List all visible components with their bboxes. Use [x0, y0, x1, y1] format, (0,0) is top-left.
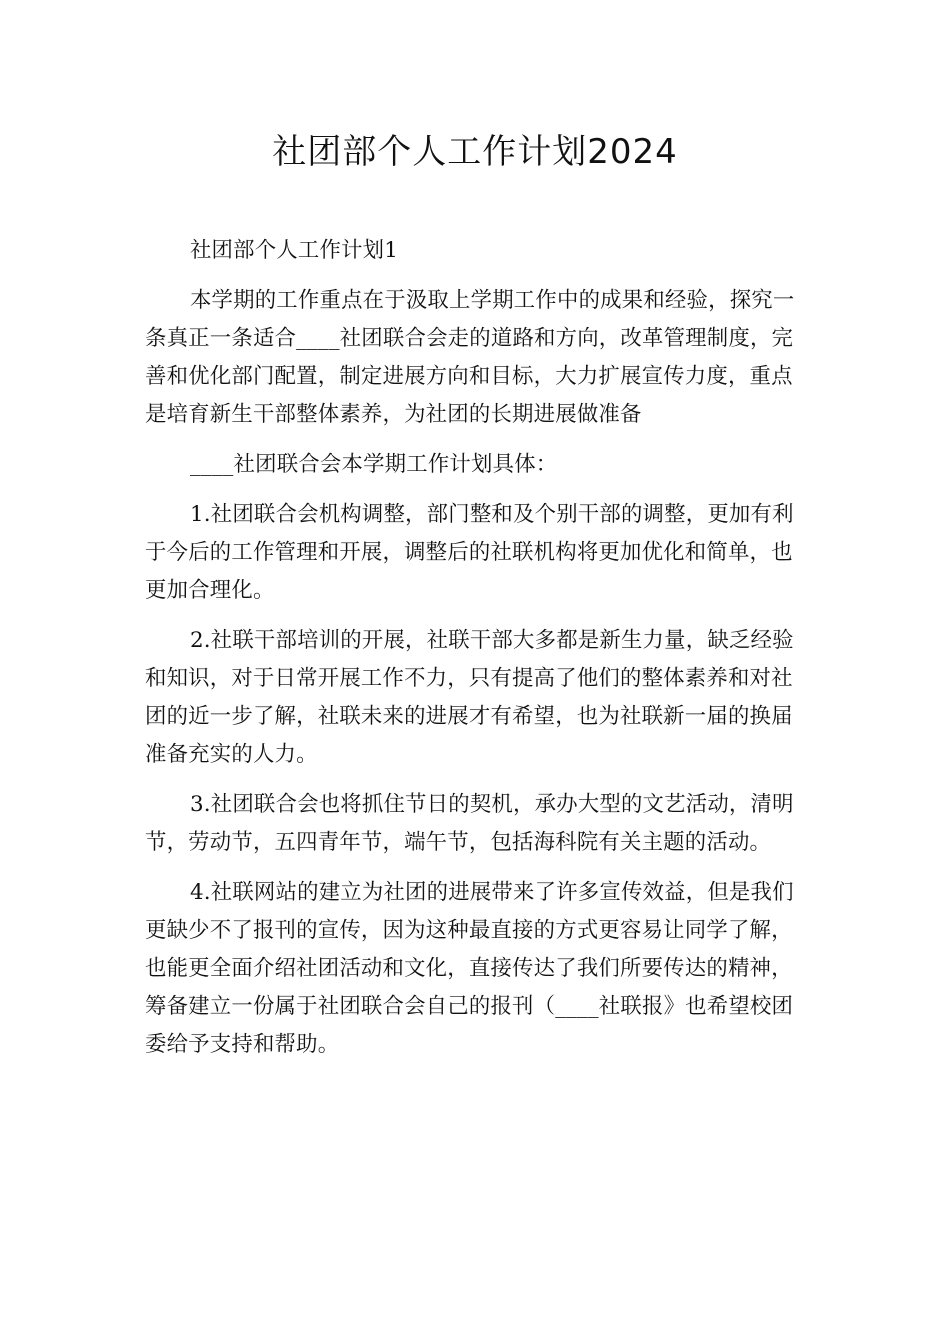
- section-heading: 社团部个人工作计划1: [189, 238, 399, 263]
- plan-item-4: 4.社联网站的建立为社团的进展带来了许多宣传效益，但是我们更缺少不了报刊的宣传，因为这种最直接的方式更容易让同学了解，也能更全面介绍社团活动和文化，直接传达了我们所要传达的精神，筹备建立一份属于社团联合会自己的报刊（____社联报》也希望校团委给予支持和帮助。: [145, 880, 794, 1057]
- plan-item-1: 1.社团联合会机构调整，部门整和及个别干部的调整，更加有利于今后的工作管理和开展，调整后的社联机构将更加优化和简单，也更加合理化。: [145, 502, 794, 603]
- document-body: [145, 232, 813, 1064]
- document-title: 社团部个人工作计划2024: [272, 132, 678, 172]
- intro-paragraph: 本学期的工作重点在于汲取上学期工作中的成果和经验，探究一条真正一条适合____社团联合会走的道路和方向，改革管理制度，完善和优化部门配置，制定进展方向和目标，大力扩展宣传力度，重点是培育新生干部整体素养，为社团的长期进展做准备: [145, 288, 795, 427]
- plan-item-3: 3.社团联合会也将抓住节日的契机，承办大型的文艺活动，清明节，劳动节，五四青年节，端午节，包括海科院有关主题的活动。: [145, 792, 794, 855]
- plan-item-2: 2.社联干部培训的开展，社联干部大多都是新生力量，缺乏经验和知识，对于日常开展工作不力，只有提高了他们的整体素养和对社团的近一步了解，社联未来的进展才有希望，也为社联新一届的换届准备充实的人力。: [145, 628, 794, 767]
- plan-lead-paragraph: ____社团联合会本学期工作计划具体：: [189, 452, 558, 477]
